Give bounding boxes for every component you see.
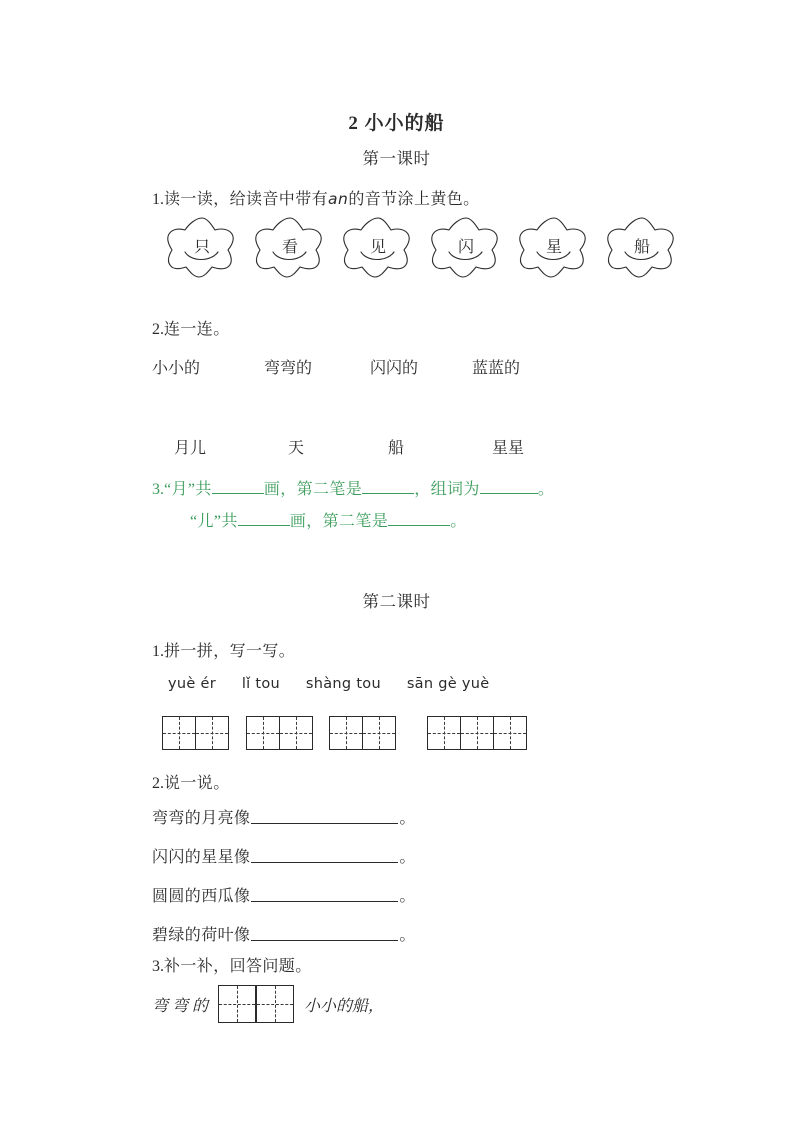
p1-question1-prompt [152,186,480,209]
p2-q2-number: 2. [152,775,164,792]
p2-sentence-2-suffix: 。 [399,849,416,866]
p2-sentence-4 [152,922,416,945]
p2-q3-number: 3. [152,958,164,975]
p2-q3-text: 补一补，回答问题。 [164,958,312,975]
pinyin-group-2: lǐ tou [241,676,281,692]
match-noun-1[interactable]: 月儿 [174,440,207,457]
writing-grid-cell[interactable] [163,717,196,749]
star-item-4[interactable] [427,214,505,284]
p2-q1-number: 1. [152,643,164,660]
p2-sentence-1-prefix: 弯弯的月亮像 [152,810,251,827]
match-noun-3[interactable]: 船 [388,440,405,457]
match-noun-4[interactable]: 星星 [492,440,525,457]
star-item-5[interactable] [515,214,593,284]
star-char-2: 看 [281,239,298,256]
p2-final-fill-row [152,982,384,1026]
period-one-heading: 第一课时 [362,149,431,168]
p2-sentence-1-suffix: 。 [399,810,416,827]
p1-question2-prompt [152,316,230,339]
writing-grid-group-3[interactable] [329,716,396,750]
writing-grid-cell[interactable] [461,717,494,749]
p1-q1-text-before: 读一读，给读音中带有 [164,191,329,208]
pinyin-row [168,676,490,692]
p1-q3-l1-seg4: 。 [537,481,555,498]
writing-grid-group-2[interactable] [246,716,313,750]
p1-q3-number: 3. [152,481,164,498]
p2-sentence-4-prefix: 碧绿的荷叶像 [152,927,251,944]
writing-grid-cell[interactable] [330,717,363,749]
p2-final-suffix: 小小的船， [304,997,385,1015]
p2-sentence-3 [152,883,416,906]
p1-q3-l2-seg2: 画，第二笔是 [289,513,389,530]
star-char-1: 只 [193,239,210,256]
star-char-5: 星 [545,239,562,256]
star-item-3[interactable] [339,214,417,284]
p2-sentence-4-blank[interactable] [251,940,398,941]
pinyin-group-1: yuè ér [168,676,216,692]
p1-q3-l1-blank3[interactable] [480,493,538,494]
p2-sentence-3-prefix: 圆圆的西瓜像 [152,888,251,905]
p1-q2-text: 连一连。 [164,321,230,338]
p1-q3-l1-seg2: 画，第二笔是 [263,481,363,498]
p1-q3-l1-blank1[interactable] [212,493,264,494]
p1-q3-l1-seg3: ，组词为 [414,481,480,498]
match-adjective-3[interactable]: 闪闪的 [370,360,419,377]
writing-grid-cell[interactable] [428,717,461,749]
p2-sentence-3-blank[interactable] [251,901,398,902]
period-two-heading: 第二课时 [362,592,431,611]
writing-grid-cell[interactable] [196,717,228,749]
star-item-1[interactable] [163,214,241,284]
match-noun-2[interactable]: 天 [288,440,305,457]
star-row [163,214,703,286]
p2-sentence-2-blank[interactable] [251,862,398,863]
star-char-3: 见 [369,239,386,256]
match-adjective-2[interactable]: 弯弯的 [264,360,313,377]
match-adjective-1[interactable]: 小小的 [152,360,201,377]
p2-final-boxes[interactable] [218,985,294,1023]
p1-q3-l1-blank2[interactable] [362,493,414,494]
writing-grid-cell[interactable] [247,717,280,749]
pinyin-group-4: sān gè yuè [406,676,490,692]
star-char-6: 船 [633,239,650,256]
p2-question1-prompt [152,638,295,661]
p1-q3-l2-seg1: “儿”共 [190,513,238,530]
p2-sentence-2-prefix: 闪闪的星星像 [152,849,251,866]
p1-question3-line2 [190,508,467,531]
writing-grid-cell[interactable] [494,717,526,749]
p2-final-prefix: 弯 弯 的 [152,997,209,1015]
writing-grid-group-4[interactable] [427,716,527,750]
p1-q3-l2-blank1[interactable] [238,525,290,526]
p1-q2-number: 2. [152,321,164,338]
p2-sentence-1 [152,805,416,828]
p2-q1-text: 拼一拼，写一写。 [164,643,296,660]
p1-q3-l1-seg1: “月”共 [164,481,212,498]
writing-grid-cell[interactable] [363,717,395,749]
p2-question3-prompt [152,953,312,976]
p2-sentence-2 [152,844,416,867]
pinyin-group-3: shàng tou [305,676,381,692]
p2-question2-prompt [152,770,230,793]
p2-sentence-3-suffix: 。 [399,888,416,905]
p1-q3-l2-blank2[interactable] [388,525,450,526]
p2-final-box-2[interactable] [256,985,294,1023]
star-item-6[interactable] [603,214,681,284]
p2-final-box-1[interactable] [218,985,256,1023]
p2-q2-text: 说一说。 [164,775,230,792]
match-adjective-4[interactable]: 蓝蓝的 [472,360,521,377]
p1-q1-text-after: 的音节涂上黄色。 [348,191,480,208]
p2-sentence-1-blank[interactable] [251,823,398,824]
p1-q3-l2-seg3: 。 [450,513,467,530]
page-title: 2 小小的船 [348,113,445,134]
star-char-4: 闪 [457,239,474,256]
writing-grid-group-1[interactable] [162,716,229,750]
p1-question3-line1 [152,476,554,499]
p2-sentence-4-suffix: 。 [399,927,416,944]
p1-q1-number: 1. [152,191,164,208]
star-item-2[interactable] [251,214,329,284]
p1-q1-highlight-pinyin: an [328,190,349,208]
writing-grid-cell[interactable] [280,717,312,749]
